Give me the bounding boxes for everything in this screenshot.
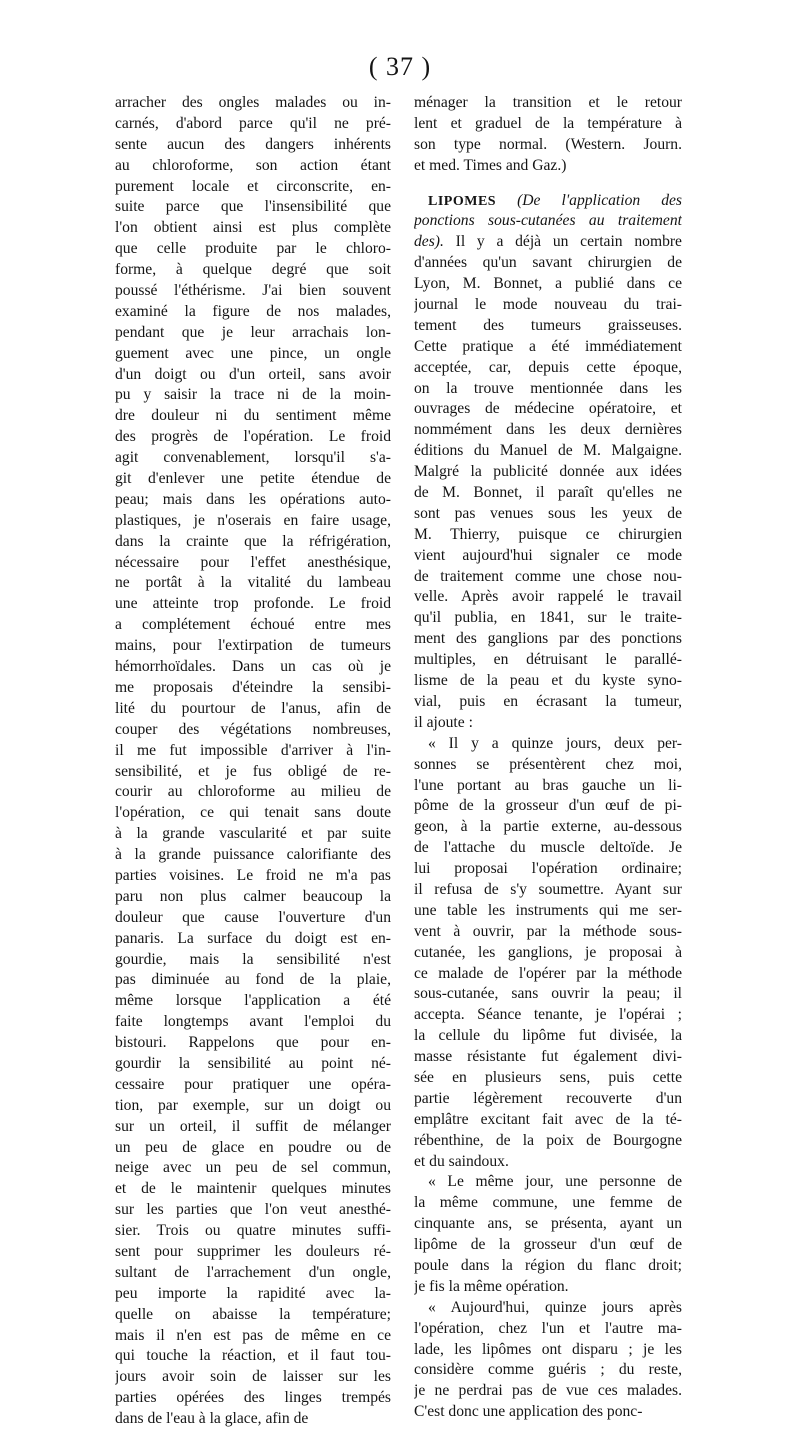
text-line: vial, puis en écrasant la tumeur,: [414, 692, 682, 710]
text-line: douleur que cause l'ouverture d'un: [115, 908, 391, 926]
text-line: « Le même jour, une personne de: [428, 1173, 682, 1191]
text-line: lade, les lipômes ont disparu ; je les: [414, 1340, 682, 1358]
text-line: l'opération, chez l'un et l'autre ma-: [414, 1319, 682, 1337]
text-line: courir au chloroforme au milieu de: [115, 783, 391, 801]
text-line: tion, par exemple, sur un doigt ou: [115, 1096, 391, 1114]
text-line: pas diminuée au fond de la plaie,: [115, 971, 391, 989]
text-line: purement locale et circonscrite, en-: [115, 177, 391, 195]
text-line: cinquante ans, se présenta, ayant un: [414, 1215, 682, 1233]
text-line: même lorsque l'application a été: [115, 992, 391, 1010]
section-subtitle-line: [414, 211, 682, 232]
text-line: sier. Trois ou quatre minutes suffi-: [115, 1222, 391, 1240]
text-line: dans la crainte que la réfrigération,: [115, 532, 391, 550]
text-line: git d'enlever une petite étendue de: [115, 470, 391, 488]
text-line: et med. Times and Gaz.): [414, 156, 567, 174]
text-line: panaris. La surface du doigt est en-: [115, 929, 391, 947]
text-line: éditions du Manuel de M. Malgaigne.: [414, 442, 682, 460]
text-line: son type normal. (Western. Journ.: [414, 135, 682, 153]
text-line: lité du pourtour de l'anus, afin de: [115, 699, 391, 717]
text-line: il me fut impossible d'arriver à l'in-: [115, 741, 391, 759]
text-line: ce malade de l'opérer par la méthode: [414, 964, 682, 982]
text-line: sur les parties que l'on veut anesthé-: [115, 1201, 391, 1219]
text-line: paru non plus calmer beaucoup la: [115, 887, 391, 905]
text-line: couper des végétations nombreuses,: [115, 720, 391, 738]
text-line: de l'attache du muscle deltoïde. Je: [414, 839, 682, 857]
text-line: à la grande vascularité et par suite: [115, 825, 391, 843]
text-line: une atteinte trop profonde. Le froid: [115, 595, 391, 613]
section-gap: [414, 177, 682, 191]
text-line: ménager la transition et le retour: [414, 94, 682, 111]
section-heading: LIPOMES: [428, 193, 497, 209]
text-line: Malgré la publicité donnée aux idées: [414, 463, 682, 481]
text-line: faite longtemps avant l'emploi du: [115, 1013, 391, 1031]
text-line: et de le maintenir quelques minutes: [115, 1180, 391, 1198]
text-line: considère comme guéris ; du reste,: [414, 1361, 682, 1379]
text-line: l'une portant au bras gauche un li-: [414, 776, 682, 794]
text-line: je fis la même opération.: [414, 1277, 569, 1295]
text-line: me proposais d'éteindre la sensibi-: [115, 678, 391, 696]
section-subtitle-line: (De l'application des: [517, 191, 682, 209]
section-first-line-text: Il y a déjà un certain nombre: [455, 233, 682, 251]
text-line: ment des ganglions par des ponctions: [414, 630, 682, 648]
section-subtitle-text: ponctions sous-cutanées au traitement: [414, 212, 682, 230]
text-line: je ne perdrai pas de vue ces malades.: [414, 1382, 682, 1400]
text-line: la cellule du lipôme fut divisée, la: [414, 1027, 682, 1045]
text-line: que celle produite par le chloro-: [115, 240, 391, 258]
page-number: ( 37 ): [368, 52, 432, 81]
text-line: emplâtre excitant fait avec de la té-: [414, 1110, 682, 1128]
text-line: Lyon, M. Bonnet, a publié dans ce: [414, 275, 682, 293]
text-line: sensibilité, et je fus obligé de re-: [115, 762, 391, 780]
text-line: sent pour supprimer les douleurs ré-: [115, 1242, 391, 1260]
text-line: qui touche la réaction, et il faut tou-: [115, 1347, 391, 1365]
text-line: sultant de l'arrachement d'un ongle,: [115, 1263, 391, 1281]
text-line: vent à ouvrir, par la méthode sous-: [414, 922, 682, 940]
text-line: d'un doigt ou d'un orteil, sans avoir: [115, 365, 391, 383]
text-line: agit convenablement, lorsqu'il s'a-: [115, 449, 391, 467]
section-first-line: [414, 232, 682, 253]
text-line: au chloroforme, son action étant: [115, 156, 391, 174]
text-line: sente aucun des dangers inhérents: [115, 135, 391, 153]
text-line: peu importe la rapidité avec la-: [115, 1284, 391, 1302]
text-line: M. Thierry, puisque ce chirurgien: [414, 525, 682, 543]
text-line: mains, pour l'extirpation de tumeurs: [115, 637, 391, 655]
right-column: [414, 93, 682, 1423]
text-line: nommément dans les deux dernières: [414, 421, 682, 439]
text-line: masse résistante fut également divi-: [414, 1048, 682, 1066]
text-line: guement avec une pince, un ongle: [115, 344, 391, 362]
text-line: cutanée, les ganglions, je proposai à: [414, 943, 682, 961]
text-line: qu'il publia, en 1841, sur le traite-: [414, 609, 682, 627]
text-line: mais il n'en est pas de même en ce: [115, 1326, 391, 1344]
text-line: cessaire pour pratiquer une opéra-: [115, 1075, 391, 1093]
text-line: vient aujourd'hui signaler ce mode: [414, 546, 682, 564]
section-body: [414, 253, 682, 1423]
text-line: sonnes se présentèrent chez moi,: [414, 755, 682, 773]
text-line: hémorrhoïdales. Dans un cas où je: [115, 658, 391, 676]
text-line: C'est donc une application des ponc-: [414, 1403, 643, 1421]
text-line: tement des tumeurs graisseuses.: [414, 316, 682, 334]
text-line: rébenthine, de la poix de Bourgogne: [414, 1131, 682, 1149]
text-line: examiné la figure de nos malades,: [115, 302, 391, 320]
text-line: l'on obtient ainsi est plus complète: [115, 219, 391, 237]
text-line: lisme de la peau et du kyste syno-: [414, 672, 682, 690]
text-line: poussé l'éthérisme. J'ai bien souvent: [115, 282, 391, 300]
text-line: neige avec un peu de sel commun,: [115, 1159, 391, 1177]
text-line: l'opération, ce qui tenait sans doute: [115, 804, 391, 822]
text-line: la même commune, une femme de: [414, 1194, 682, 1212]
text-line: journal le mode nouveau du trai-: [414, 296, 682, 314]
text-line: d'années qu'un savant chirurgien de: [414, 254, 682, 272]
text-line: quelle on abaisse la température;: [115, 1305, 391, 1323]
text-line: bistouri. Rappelons que pour en-: [115, 1034, 391, 1052]
text-line: dans de l'eau à la glace, afin de: [115, 1410, 309, 1428]
text-line: jours avoir soin de laisser sur les: [115, 1368, 391, 1386]
text-line: ne portât à la vitalité du lambeau: [115, 574, 391, 592]
text-line: acceptée, car, depuis cette époque,: [414, 358, 682, 376]
text-line: sous-cutanée, sans ouvrir la peau; il: [414, 985, 682, 1003]
right-column-intro: [414, 93, 682, 177]
text-line: partie légèrement recouverte d'un: [414, 1089, 682, 1107]
text-line: sur un orteil, il suffit de mélanger: [115, 1117, 391, 1135]
text-line: poule dans la région du flanc droit;: [414, 1256, 682, 1274]
left-column: [115, 93, 391, 1430]
text-line: un peu de glace en poudre ou de: [115, 1138, 391, 1156]
text-line: gourdir la sensibilité au point né-: [115, 1054, 391, 1072]
text-line: Cette pratique a été immédiatement: [414, 337, 682, 355]
text-line: « Il y a quinze jours, deux per-: [428, 734, 682, 752]
text-line: parties opérées des linges trempés: [115, 1389, 391, 1407]
text-line: forme, à quelque degré que soit: [115, 261, 391, 279]
text-line: arracher des ongles malades ou in-: [115, 94, 391, 111]
text-line: une table les instruments qui me ser-: [414, 901, 682, 919]
text-line: a complétement échoué entre mes: [115, 616, 391, 634]
text-line: gourdie, mais la sensibilité n'est: [115, 950, 391, 968]
section-subtitle-end: des).: [414, 233, 444, 251]
text-line: sont pas venues sous les yeux de: [414, 504, 682, 522]
text-line: pu y saisir la trace ni de la moin-: [115, 386, 391, 404]
text-line: et du saindoux.: [414, 1152, 509, 1170]
text-line: dre douleur ni du sentiment même: [115, 407, 391, 425]
text-line: il ajoute :: [414, 713, 473, 731]
text-line: plastiques, je n'oserais en faire usage,: [115, 511, 391, 529]
text-line: geon, à la partie externe, au-dessous: [414, 818, 682, 836]
text-line: sée en plusieurs sens, puis cette: [414, 1068, 682, 1086]
section-heading-line: [414, 191, 682, 212]
text-line: lui proposai l'opération ordinaire;: [414, 860, 682, 878]
text-line: à la grande puissance calorifiante des: [115, 846, 391, 864]
text-line: lent et graduel de la température à: [414, 114, 682, 132]
text-line: de M. Bonnet, il paraît qu'elles ne: [414, 484, 682, 502]
text-line: pendant que je leur arrachais lon-: [115, 323, 391, 341]
text-line: des progrès de l'opération. Le froid: [115, 428, 391, 446]
text-line: accepta. Séance tenante, je l'opérai ;: [414, 1006, 682, 1024]
text-line: nécessaire pour l'effet anesthésique,: [115, 553, 391, 571]
text-line: pôme de la grosseur d'un œuf de pi-: [414, 797, 682, 815]
text-line: velle. Après avoir rappelé le travail: [414, 588, 682, 606]
text-line: suite parce que l'insensibilité que: [115, 198, 391, 216]
text-line: ouvrages de médecine opératoire, et: [414, 400, 682, 418]
text-line: il refusa de s'y soumettre. Ayant sur: [414, 880, 682, 898]
text-line: on la trouve mentionnée dans les: [414, 379, 682, 397]
text-line: peau; mais dans les opérations auto-: [115, 490, 391, 508]
text-line: multiples, en détruisant le parallé-: [414, 651, 682, 669]
text-line: parties voisines. Le froid ne m'a pas: [115, 866, 391, 884]
text-line: carnés, d'abord parce qu'il ne pré-: [115, 114, 391, 132]
text-line: « Aujourd'hui, quinze jours après: [428, 1298, 682, 1316]
text-line: de traitement comme une chose nou-: [414, 567, 682, 585]
text-line: lipôme de la grosseur d'un œuf de: [414, 1236, 682, 1254]
